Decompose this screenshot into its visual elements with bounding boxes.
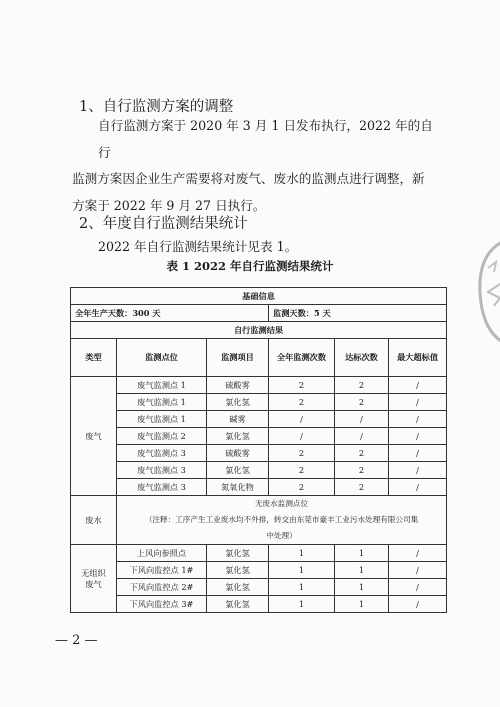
seal-stamp-fragment	[472, 232, 500, 352]
pass-cell: 1	[335, 596, 389, 613]
pass-cell: 1	[335, 562, 389, 579]
column-header: 最大超标值	[389, 339, 447, 377]
type-cell: 废水	[71, 496, 117, 545]
table-row	[71, 462, 447, 479]
max-exceed-cell: /	[389, 545, 447, 562]
table-caption: 表 1 2022 年自行监测结果统计	[166, 259, 334, 273]
type-line: 废气	[85, 578, 102, 589]
section-1-heading: 1、自行监测方案的调整	[79, 99, 234, 115]
point-cell: 废气监测点 3	[117, 479, 207, 496]
point-cell: 下风向监控点 2#	[117, 579, 207, 596]
item-cell: 氯化氢	[207, 562, 269, 579]
item-cell: 氯化氢	[207, 462, 269, 479]
item-cell: 硫酸雾	[207, 445, 269, 462]
point-cell: 废气监测点 1	[117, 377, 207, 394]
section-1-paragraph	[72, 113, 444, 219]
item-cell: 氮氧化物	[207, 479, 269, 496]
max-exceed-cell: /	[389, 479, 447, 496]
paragraph-line: 方案于 2022 年 9 月 27 日执行。	[72, 197, 266, 213]
table-row	[71, 579, 447, 596]
count-cell: 2	[269, 462, 335, 479]
count-cell: 2	[269, 445, 335, 462]
pass-cell: /	[335, 411, 389, 428]
note-line: 无废水监测点位	[254, 499, 309, 508]
pass-cell: /	[335, 428, 389, 445]
pass-cell: 1	[335, 579, 389, 596]
column-header: 全年监测次数	[269, 339, 335, 377]
item-cell: 氯化氢	[207, 545, 269, 562]
point-cell: 废气监测点 1	[117, 411, 207, 428]
count-cell: 1	[269, 596, 335, 613]
point-cell: 下风向监控点 3#	[117, 596, 207, 613]
monitoring-days: 监测天数：5 天	[269, 305, 447, 322]
max-exceed-cell: /	[389, 394, 447, 411]
max-exceed-cell: /	[389, 462, 447, 479]
table-row	[71, 562, 447, 579]
note-line: （注释：工序产生工业废水均不外排，转交由东莞市豪丰工业污水处理有限公司集	[144, 515, 419, 524]
max-exceed-cell: /	[389, 596, 447, 613]
paragraph-line: 监测方案因企业生产需要将对废气、废水的监测点进行调整，新	[72, 171, 425, 186]
item-cell: 碱雾	[207, 411, 269, 428]
count-cell: /	[269, 411, 335, 428]
table-row	[71, 394, 447, 411]
count-cell: 2	[269, 394, 335, 411]
max-exceed-cell: /	[389, 562, 447, 579]
type-line: 无组织	[81, 567, 106, 578]
pass-cell: 2	[335, 394, 389, 411]
count-cell: 2	[269, 377, 335, 394]
pass-cell: 2	[335, 479, 389, 496]
note-line: 中处理）	[266, 531, 297, 540]
item-cell: 氯化氢	[207, 596, 269, 613]
column-header: 达标次数	[335, 339, 389, 377]
basic-info-header: 基础信息	[71, 288, 447, 305]
page-number: — 2 —	[55, 633, 98, 648]
point-cell: 废气监测点 3	[117, 462, 207, 479]
max-exceed-cell: /	[389, 445, 447, 462]
column-header: 类型	[71, 339, 117, 377]
production-days: 全年生产天数：300 天	[71, 305, 269, 322]
max-exceed-cell: /	[389, 377, 447, 394]
pass-cell: 2	[335, 445, 389, 462]
column-header: 监测点位	[117, 339, 207, 377]
point-cell: 废气监测点 2	[117, 428, 207, 445]
monitoring-results-table	[70, 287, 447, 613]
table-row	[71, 377, 447, 394]
pass-cell: 2	[335, 377, 389, 394]
point-cell: 上风向参照点	[117, 545, 207, 562]
table-row	[71, 496, 447, 545]
type-cell	[71, 545, 117, 613]
item-cell: 氯化氢	[207, 394, 269, 411]
table-row	[71, 596, 447, 613]
count-cell: 1	[269, 579, 335, 596]
pass-cell: 2	[335, 462, 389, 479]
table-row	[71, 428, 447, 445]
max-exceed-cell: /	[389, 428, 447, 445]
table-row	[71, 545, 447, 562]
results-header: 自行监测结果	[71, 322, 447, 339]
item-cell: 硫酸雾	[207, 377, 269, 394]
count-cell: /	[269, 428, 335, 445]
waste-water-note	[117, 496, 447, 545]
count-cell: 1	[269, 545, 335, 562]
pass-cell: 1	[335, 545, 389, 562]
section-2-heading: 2、年度自行监测结果统计	[79, 216, 248, 232]
column-header: 监测项目	[207, 339, 269, 377]
table-row	[71, 445, 447, 462]
type-cell: 废气	[71, 377, 117, 496]
point-cell: 废气监测点 1	[117, 394, 207, 411]
point-cell: 废气监测点 3	[117, 445, 207, 462]
item-cell: 氯化氢	[207, 428, 269, 445]
item-cell: 氯化氢	[207, 579, 269, 596]
table-row	[71, 411, 447, 428]
max-exceed-cell: /	[389, 411, 447, 428]
max-exceed-cell: /	[389, 579, 447, 596]
paragraph-line: 自行监测方案于 2020 年 3 月 1 日发布执行，2022 年的自行	[98, 118, 433, 160]
count-cell: 2	[269, 479, 335, 496]
point-cell: 下风向监控点 1#	[117, 562, 207, 579]
table-row	[71, 479, 447, 496]
count-cell: 1	[269, 562, 335, 579]
section-2-intro: 2022 年自行监测结果统计见表 1。	[98, 239, 298, 254]
